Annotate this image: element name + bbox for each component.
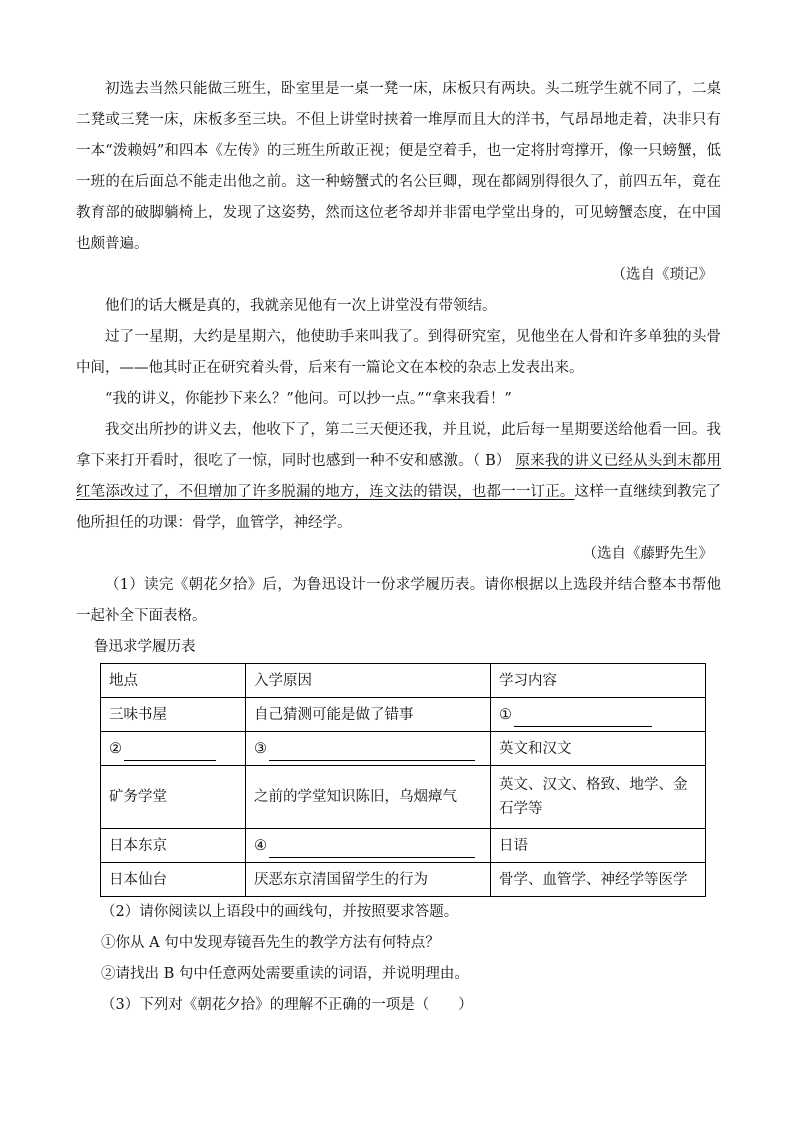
cell-content: 英文和汉文: [491, 732, 706, 766]
paragraph-5-tail: 这样一直继续到教完了他所担任的功课：骨学，血管学，神经学。: [76, 484, 722, 531]
table-row: [101, 766, 706, 829]
passage-paragraph-4: “我的讲义，你能抄下来么？”他问。可以抄一点。”“拿来我看！”: [105, 391, 512, 407]
cell-location: 日本东京: [101, 829, 246, 863]
source-citation-1: （选自《琐记》: [611, 267, 713, 283]
cell-reason-blank-3[interactable]: [246, 732, 491, 766]
document-page: [76, 74, 721, 1021]
cell-reason: 之前的学堂知识陈旧，乌烟瘴气: [246, 766, 491, 829]
table-title: 鲁迅求学履历表: [94, 639, 196, 655]
question-2-sub-1: ①你从 A 句中发现寿镜吾先生的教学方法有何特点？: [101, 935, 440, 951]
table-header-row: [101, 664, 706, 698]
blank-marker-1: ①: [499, 706, 512, 723]
cell-content: 日语: [491, 829, 706, 863]
cell-content: 英文、汉文、格致、地学、金石学等: [491, 766, 706, 829]
header-reason: 入学原因: [246, 664, 491, 698]
question-3-prompt: （3）下列对《朝花夕拾》的理解不正确的一项是（ ）: [101, 997, 473, 1013]
source-citation-2: （选自《藤野先生》: [582, 546, 713, 562]
answer-blank-2[interactable]: [124, 742, 216, 761]
table-row: [101, 698, 706, 732]
cell-reason-blank-4[interactable]: [246, 829, 491, 863]
header-content: 学习内容: [491, 664, 706, 698]
blank-marker-2: ②: [109, 740, 122, 757]
cell-reason: 厌恶东京清国留学生的行为: [246, 863, 491, 897]
underlined-sentence-b: 原来我的讲义已经从头到末都用红笔添改过了，不但增加了许多脱漏的地方，连文法的错误，也都一一订正。: [76, 453, 722, 500]
cell-location: 三味书屋: [101, 698, 246, 732]
cell-location-blank-2[interactable]: [101, 732, 246, 766]
paragraph-5-lead: 我交出所抄的讲义去，他收下了，第二三天便还我，并且说，此后每一星期要送给他看一回。我拿下来打开看时，很吃了一惊，同时也感到一种不安和感激。（ B）: [76, 422, 721, 469]
passage-paragraph-5: [76, 415, 721, 539]
passage-paragraph-1: 初选去当然只能做三班生，卧室里是一桌一凳一床，床板只有两块。头二班学生就不同了，二桌二凳或三凳一床，床板多至三块。不但上讲堂时挟着一堆厚而且大的洋书，气昂昂地走着，决非只有一本“泼赖妈”和四本《左传》的三班生所敢正视；便是空着手，也一定将肘弯撑开，像一只螃蟹，低一班的在后面总不能走出他之前。这一种螃蟹式的名公巨卿，现在都阔别得很久了，前四五年，竟在教育部的破脚躺椅上，发现了这姿势，然而这位老爷却并非雷电学堂出身的，可见螃蟹态度，在中国也颇普遍。: [76, 81, 721, 252]
table-row: [101, 829, 706, 863]
answer-blank-3[interactable]: [269, 742, 475, 761]
question-1-prompt: （1）读完《朝花夕拾》后，为鲁迅设计一份求学履历表。请你根据以上选段并结合整本书帮他一起补全下面表格。: [76, 577, 721, 624]
passage-paragraph-3: 过了一星期，大约是星期六，他使助手来叫我了。到得研究室，见他坐在人骨和许多单独的头骨中间，——他其时正在研究着头骨，后来有一篇论文在本校的杂志上发表出来。: [76, 329, 721, 376]
cell-reason: 自己猜测可能是做了错事: [246, 698, 491, 732]
passage-paragraph-2: 他们的话大概是真的，我就亲见他有一次上讲堂没有带领结。: [105, 298, 497, 314]
cell-location: 日本仙台: [101, 863, 246, 897]
table-row: [101, 732, 706, 766]
cell-location: 矿务学堂: [101, 766, 246, 829]
blank-marker-3: ③: [254, 740, 267, 757]
question-2-sub-2: ②请找出 B 句中任意两处需要重读的词语，并说明理由。: [101, 966, 469, 982]
blank-marker-4: ④: [254, 837, 267, 854]
table-row: [101, 863, 706, 897]
answer-blank-1[interactable]: [514, 708, 652, 727]
header-location: 地点: [101, 664, 246, 698]
question-2-prompt: （2）请你阅读以上语段中的画线句，并按照要求答题。: [101, 904, 459, 920]
answer-blank-4[interactable]: [269, 839, 475, 858]
study-history-table: [100, 663, 706, 897]
cell-content-blank-1[interactable]: [491, 698, 706, 732]
cell-content: 骨学、血管学、神经学等医学: [491, 863, 706, 897]
